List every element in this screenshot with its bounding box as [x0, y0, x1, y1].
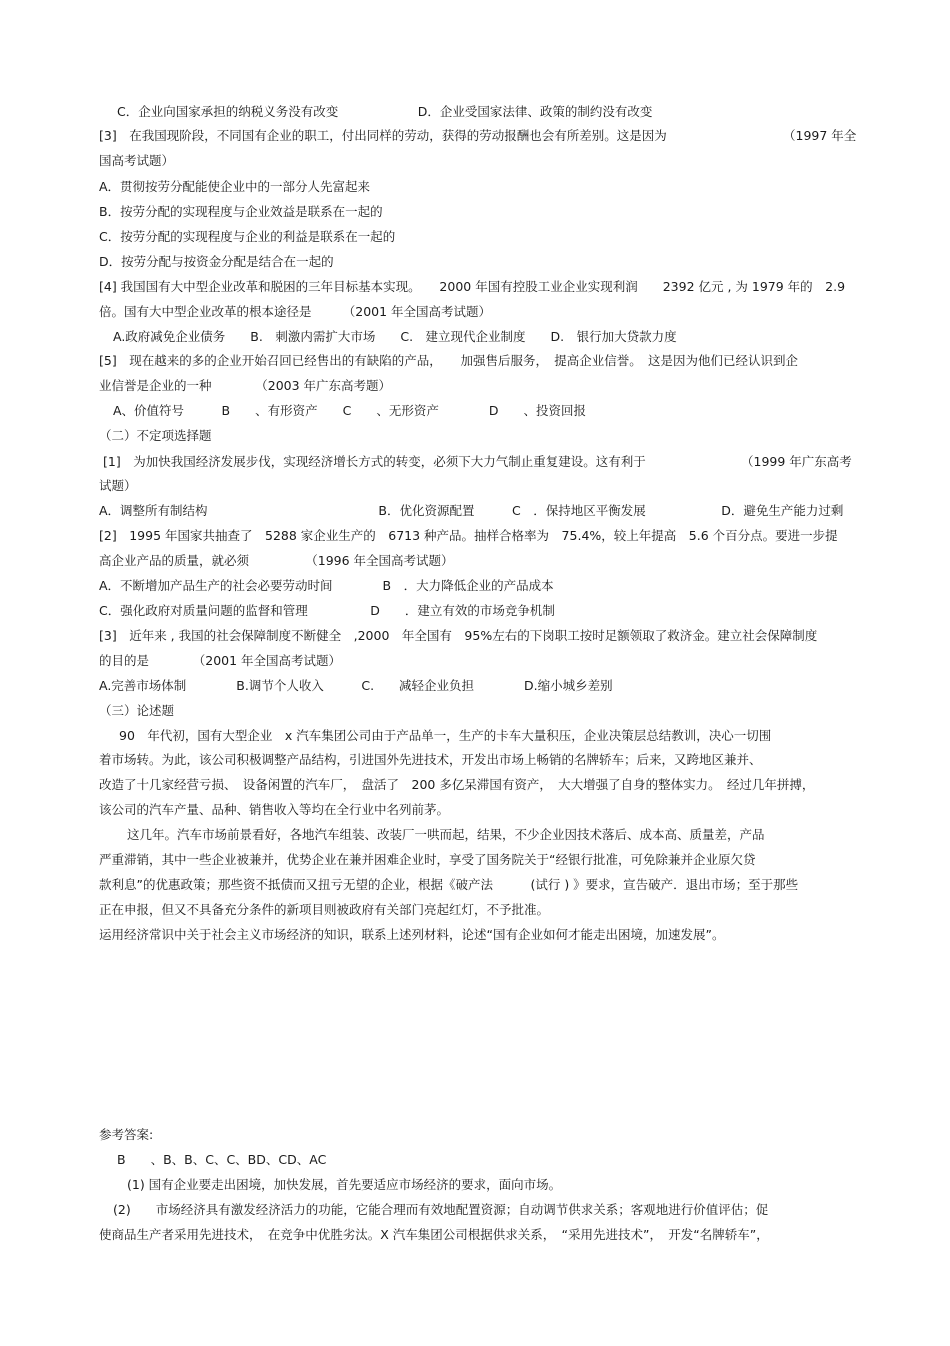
mc1-options: A．调整所有制结构 B．优化资源配置 C ．保持地区平衡发展 D．避免生产能力过剩: [99, 503, 844, 518]
essay-para2-line2: 严重滞销，其中一些企业被兼并，优势企业在兼并困难企业时，享受了国务院关于“经银行批准，可免除兼并企业原欠贷: [99, 852, 756, 867]
q4-stem-cont: 倍。国有大中型企业改革的根本途径是 （2001 年全国高考试题）: [99, 304, 492, 319]
essay-para1-line1: 90 年代初，国有大型企业 x 汽车集团公司由于产品单一，生产的卡车大量积压，企业决策层总结教训，决心一切围: [119, 728, 772, 743]
q2-options-c-d: C．企业向国家承担的纳税义务没有改变 D．企业受国家法律、政策的制约没有改变: [117, 104, 653, 119]
q3-option-a: A．贯彻按劳分配能使企业中的一部分人先富起来: [99, 179, 371, 194]
essay-para1-line4: 该公司的汽车产量、品种、销售收入等均在全行业中名列前茅。: [99, 802, 450, 817]
mc2-stem: [2] 1995 年国家共抽查了 5288 家企业生产的 6713 种产品。抽样合格率为 75.4%，较上年提高 5.6 个百分点。要进一步提: [99, 528, 838, 543]
mc2-stem-cont: 高企业产品的质量，就必须 （1996 年全国高考试题）: [99, 553, 454, 568]
q3-stem-cont: 国高考试题）: [99, 153, 175, 168]
q5-stem: [5] 现在越来的多的企业开始召回已经售出的有缺陷的产品， 加强售后服务， 提高企业信誉。 这是因为他们已经认识到企: [99, 353, 798, 368]
q3-option-d: D．按劳分配与按资金分配是结合在一起的: [99, 254, 334, 269]
essay-prompt: 运用经济常识中关于社会主义市场经济的知识，联系上述列材料，论述“国有企业如何才能走出困境，加速发展”。: [99, 927, 725, 942]
mc1-source: （1999 年广东高考: [741, 454, 852, 469]
essay-para2-line1: 这几年。汽车市场前景看好，各地汽车组装、改装厂一哄而起，结果，不少企业因技术落后、成本高、质量差，产品: [127, 827, 765, 842]
mc3-stem-cont: 的目的是 （2001 年全国高考试题）: [99, 653, 342, 668]
q4-stem: [4] 我国国有大中型企业改革和脱困的三年目标基本实现。 2000 年国有控股工业企业实现利润 2392 亿元 , 为 1979 年的 2.9: [99, 279, 846, 294]
q5-options: A、价值符号 B 、有形资产 C 、无形资产 D 、投资回报: [113, 403, 586, 418]
q5-stem-cont: 业信誉是企业的一种 （2003 年广东高考题）: [99, 378, 392, 393]
mc2-options-c-d: C．强化政府对质量问题的监督和管理 D ．建立有效的市场竞争机制: [99, 603, 555, 618]
answer-essay-point1: (1) 国有企业要走出困境，加快发展，首先要适应市场经济的要求，面向市场。: [127, 1177, 562, 1192]
answer-heading: 参考答案:: [99, 1127, 154, 1142]
mc2-options-a-b: A．不断增加产品生产的社会必要劳动时间 B ．大力降低企业的产品成本: [99, 578, 554, 593]
section-3-heading: （三）论述题: [99, 703, 175, 718]
mc1-stem: [1] 为加快我国经济发展步伐，实现经济增长方式的转变，必须下大力气制止重复建设。这有利于: [103, 454, 646, 469]
essay-para1-line2: 着市场转。为此，该公司积极调整产品结构，引进国外先进技术，开发出市场上畅销的名牌轿车；后来，又跨地区兼并、: [99, 752, 762, 767]
answer-essay-point2: (2) 市场经济具有激发经济活力的功能，它能合理而有效地配置资源；自动调节供求关系；客观地进行价值评估；促: [113, 1202, 769, 1217]
answer-choices: B 、B、B、C、C、BD、CD、AC: [117, 1152, 327, 1167]
q3-option-c: C．按劳分配的实现程度与企业的利益是联系在一起的: [99, 229, 396, 244]
mc3-options: A.完善市场体制 B.调节个人收入 C. 减轻企业负担 D.缩小城乡差别: [99, 678, 613, 693]
section-2-heading: （二）不定项选择题: [99, 428, 212, 443]
answer-essay-point2-cont: 使商品生产者采用先进技术， 在竞争中优胜劣汰。X 汽车集团公司根据供求关系， “采用先进技术”， 开发“名牌轿车”，: [99, 1227, 769, 1242]
essay-para2-line3: 款利息”的优惠政策；那些资不抵债而又扭亏无望的企业，根据《破产法 (试行 ) 》要求，宣告破产．退出市场；至于那些: [99, 877, 799, 892]
essay-para1-line3: 改造了十几家经营亏损、 设备闲置的汽车厂， 盘活了 200 多亿呆滞国有资产， 大大增强了自身的整体实力。 经过几年拼搏，: [99, 777, 815, 792]
mc1-stem-cont: 试题）: [99, 478, 137, 493]
q3-option-b: B．按劳分配的实现程度与企业效益是联系在一起的: [99, 204, 383, 219]
essay-para2-line4: 正在申报，但又不具备充分条件的新项目则被政府有关部门亮起红灯，不予批准。: [99, 902, 550, 917]
q3-source: （1997 年全: [783, 128, 857, 143]
mc3-stem: [3] 近年来 , 我国的社会保障制度不断健全 ,2000 年全国有 95%左右的下岗职工按时足额领取了救济金。建立社会保障制度: [99, 628, 818, 643]
q3-stem: [3] 在我国现阶段，不同国有企业的职工，付出同样的劳动，获得的劳动报酬也会有所差别。这是因为: [99, 128, 667, 143]
q4-options: A.政府减免企业债务 B. 刺激内需扩大市场 C. 建立现代企业制度 D. 银行加大贷款力度: [113, 329, 677, 344]
